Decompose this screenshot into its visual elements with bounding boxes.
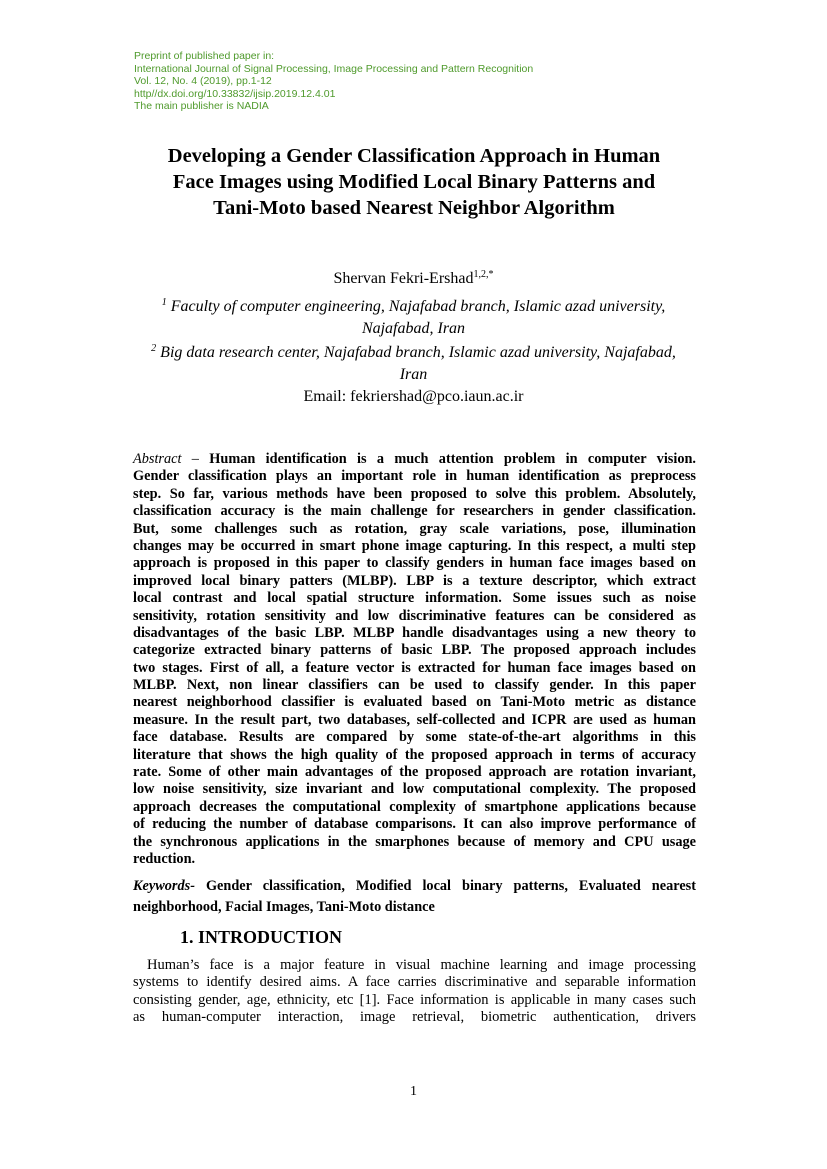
preprint-notice [134,50,734,113]
affiliation-mark: 1 [161,297,167,308]
abstract-line: Human identification is a much attention problem in computer vision. [209,451,696,467]
intro-line: Human’s face is a major feature in visual machine learning and image processing [147,957,696,973]
abstract-line: the synchronous applications in the smarphones because of memory and CPU usage [133,833,696,850]
affiliation-line: Iran [399,366,428,383]
abstract-line: literature that shows the high quality of the proposed approach in terms of accuracy [133,746,696,763]
affiliation-mark: 2 [151,343,157,354]
abstract-line: sensitivity, rotation sensitivity and low discriminative features can be considered as [133,607,696,624]
paper-title [100,143,728,221]
author-superscript: 1,2,* [473,269,494,280]
affiliation-line: Najafabad, Iran [361,320,466,337]
abstract-line: improved local binary patters (MLBP). LBP is a texture descriptor, which extract [133,572,696,589]
abstract-dash: – [181,451,210,467]
title-line: Developing a Gender Classification Approach in Human [167,145,661,167]
abstract-line: disadvantages of the basic LBP. MLBP handle disadvantages using a new theory to [133,624,696,641]
preprint-line: Vol. 12, No. 4 (2019), pp.1-12 [134,75,272,88]
abstract-label: Abstract [133,451,182,467]
keywords-line: Gender classification, Modified local binary patterns, Evaluated nearest [205,878,697,894]
abstract-line: nearest neighborhood classifier is evaluated based on Tani-Moto metric as distance [133,694,696,711]
intro-line: consisting gender, age, ethnicity, etc [1]. Face information is applicable in many cases such [133,991,696,1008]
title-line: Tani-Moto based Nearest Neighbor Algorithm [213,197,615,219]
preprint-line: Preprint of published paper in: [134,50,275,62]
author-line [0,269,827,289]
abstract-line: two stages. First of all, a feature vector is extracted for human face images based on [133,659,696,676]
affiliation-line: Faculty of computer engineering, Najafabad branch, Islamic azad university, [170,298,666,315]
affiliation-1 [120,296,707,340]
affiliation-line: Big data research center, Najafabad branch, Islamic azad university, Najafabad, [160,344,676,361]
author-name: Shervan Fekri-Ershad [333,270,474,287]
abstract [133,451,696,868]
abstract-line: classification accuracy is the main challenge for researchers in gender classification. [133,503,696,520]
abstract-line: MLBP. Next, non linear classifiers can be used to classify gender. In this paper [133,677,696,694]
keywords [133,876,696,918]
abstract-line: But, some challenges such as rotation, gray scale variations, pose, illumination [133,520,696,537]
keywords-label: Keywords- [133,878,195,894]
abstract-line: low noise sensitivity, size invariant and low computational complexity. The proposed [133,781,696,798]
keywords-line: neighborhood, Facial Images, Tani-Moto distance [133,899,435,915]
abstract-line: of reducing the number of database comparisons. It can also improve performance of [133,816,696,833]
abstract-line: face database. Results are compared by some state-of-the-art algorithms in this [133,729,696,746]
abstract-line: reduction. [133,850,196,867]
preprint-line: http//dx.doi.org/10.33832/ijsip.2019.12.4.01 [134,87,336,100]
preprint-line: The main publisher is NADIA [134,100,269,113]
affiliation-2 [120,342,707,386]
abstract-line: local contrast and local spatial structure information. Some issues such as noise [133,590,696,607]
intro-paragraph [133,957,696,1027]
intro-line: as human-computer interaction, image retrieval, biometric authentication, drivers [133,1009,696,1026]
section-heading: 1. INTRODUCTION [180,927,343,947]
abstract-line: approach decreases the computational complexity of smartphone applications because [133,798,696,815]
abstract-line: rate. Some of other main advantages of the proposed approach are rotation invariant, [133,764,696,781]
page-number: 1 [410,1084,417,1099]
abstract-line: categorize extracted binary patterns of basic LBP. The proposed approach includes [133,642,696,659]
abstract-line: step. So far, various methods have been proposed to solve this problem. Absolutely, [133,485,696,502]
preprint-line: International Journal of Signal Processing, Image Processing and Pattern Recognition [134,62,534,75]
author-email: Email: fekriershad@pco.iaun.ac.ir [303,388,524,405]
abstract-line: Gender classification plays an important role in human identification as preprocess [133,468,696,485]
abstract-line: approach is proposed in this paper to classify genders in human face images based on [133,555,696,572]
abstract-line: measure. In the result part, two databases, self-collected and ICPR are used as human [133,711,696,728]
abstract-line: changes may be occurred in smart phone image capturing. In this respect, a multi step [133,537,696,554]
intro-line: systems to identify desired aims. A face carries discriminative and separable information [133,974,696,991]
title-line: Face Images using Modified Local Binary Patterns and [172,171,656,193]
